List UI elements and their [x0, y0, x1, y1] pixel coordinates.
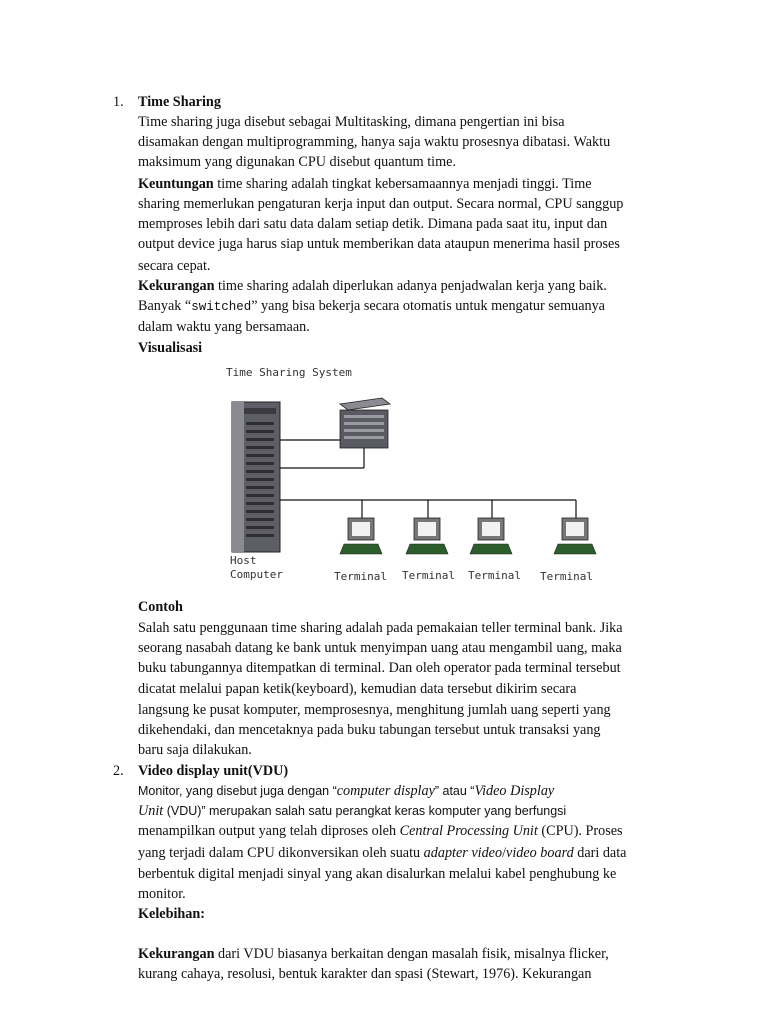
paragraph-line: maksimum yang digunakan CPU disebut quantum time. [138, 154, 457, 170]
terminal-icon [470, 518, 512, 554]
paragraph-line: kurang cahaya, resolusi, bentuk karakter dan spasi (Stewart, 1976). Kekurangan [138, 966, 592, 982]
connection-lines [280, 440, 576, 518]
paragraph-line: buku tabungannya ditempatkan di terminal. Dan oleh operator pada terminal tersebut [138, 660, 621, 676]
paragraph-line: berbentuk digital menjadi sinyal yang akan disalurkan melalui kabel penghubung ke [138, 866, 617, 882]
paragraph-line: Unit (VDU)” merupakan salah satu perangkat keras komputer yang berfungsi [138, 803, 567, 819]
kekurangan-label: Kekurangan [138, 278, 215, 294]
time-sharing-diagram [222, 360, 602, 588]
paragraph-line: Salah satu penggunaan time sharing adalah pada pemakaian teller terminal bank. Jika [138, 620, 623, 636]
list-number-1: 1. [113, 94, 124, 110]
kelebihan-heading: Kelebihan: [138, 906, 206, 922]
paragraph-line: dicatat melalui papan ketik(keyboard), kemudian data tersebut dikirim secara [138, 681, 577, 697]
kekurangan-line: Kekurangan time sharing adalah diperlukan adanya penjadwalan kerja yang baik. [138, 278, 607, 294]
server-rack-icon [340, 398, 390, 448]
figure-title: Time Sharing System [226, 366, 352, 379]
kekurangan-label: Kekurangan [138, 946, 215, 962]
keuntungan-line: Keuntungan time sharing adalah tingkat kebersamaannya menjadi tinggi. Time [138, 176, 592, 192]
list-number-2: 2. [113, 763, 124, 779]
paragraph-line: menampilkan output yang telah diproses oleh Central Processing Unit (CPU). Proses [138, 823, 623, 839]
section-title-time-sharing: Time Sharing [138, 94, 221, 110]
terminal-icon [340, 518, 382, 554]
paragraph-line: sharing memerlukan pengaturan kerja input dan output. Secara normal, CPU sanggup [138, 196, 624, 212]
paragraph-line: yang terjadi dalam CPU dikonversikan oleh suatu adapter video/video board dari data [138, 845, 627, 861]
paragraph-line: Time sharing juga disebut sebagai Multitasking, dimana pengertian ini bisa [138, 114, 565, 130]
host-label: Computer [230, 568, 283, 581]
paragraph-line: Monitor, yang disebut juga dengan “computer display” atau “Video Display [138, 783, 555, 799]
paragraph-line: seorang nasabah datang ke bank untuk menyimpan uang atau mengambil uang, maka [138, 640, 622, 656]
terminal-icon [406, 518, 448, 554]
paragraph-line: langsung ke pusat komputer, memprosesnya, menghitung jumlah uang seperti yang [138, 702, 611, 718]
paragraph-line: dikehendaki, dan mencetaknya pada buku tabungan tersebut untuk transaksi yang [138, 722, 601, 738]
keuntungan-label: Keuntungan [138, 176, 214, 192]
contoh-heading: Contoh [138, 599, 183, 615]
paragraph-line: Banyak “switched” yang bisa bekerja secara otomatis untuk mengatur semuanya [138, 298, 605, 314]
host-computer-icon [232, 402, 280, 552]
host-label: Host [230, 554, 257, 567]
paragraph-line: secara cepat. [138, 258, 211, 274]
paragraph-line: disamakan dengan multiprogramming, hanya saja waktu prosesnya dibatasi. Waktu [138, 134, 611, 150]
paragraph-line: baru saja dilakukan. [138, 742, 252, 758]
terminal-label: Terminal [540, 570, 593, 583]
section-title-vdu: Video display unit(VDU) [138, 763, 289, 779]
terminal-label: Terminal [468, 569, 521, 582]
visualisasi-heading: Visualisasi [138, 340, 203, 356]
kekurangan-line: Kekurangan dari VDU biasanya berkaitan dengan masalah fisik, misalnya flicker, [138, 946, 609, 962]
paragraph-line: memproses lebih dari satu data dalam setiap detik. Dimana pada saat itu, input dan [138, 216, 608, 232]
paragraph-line: monitor. [138, 886, 186, 902]
paragraph-line: output device juga harus siap untuk memberikan data ataupun menerima hasil proses [138, 236, 620, 252]
paragraph-line: dalam waktu yang bersamaan. [138, 319, 310, 335]
terminal-label: Terminal [402, 569, 455, 582]
terminal-icon [554, 518, 596, 554]
terminal-label: Terminal [334, 570, 387, 583]
